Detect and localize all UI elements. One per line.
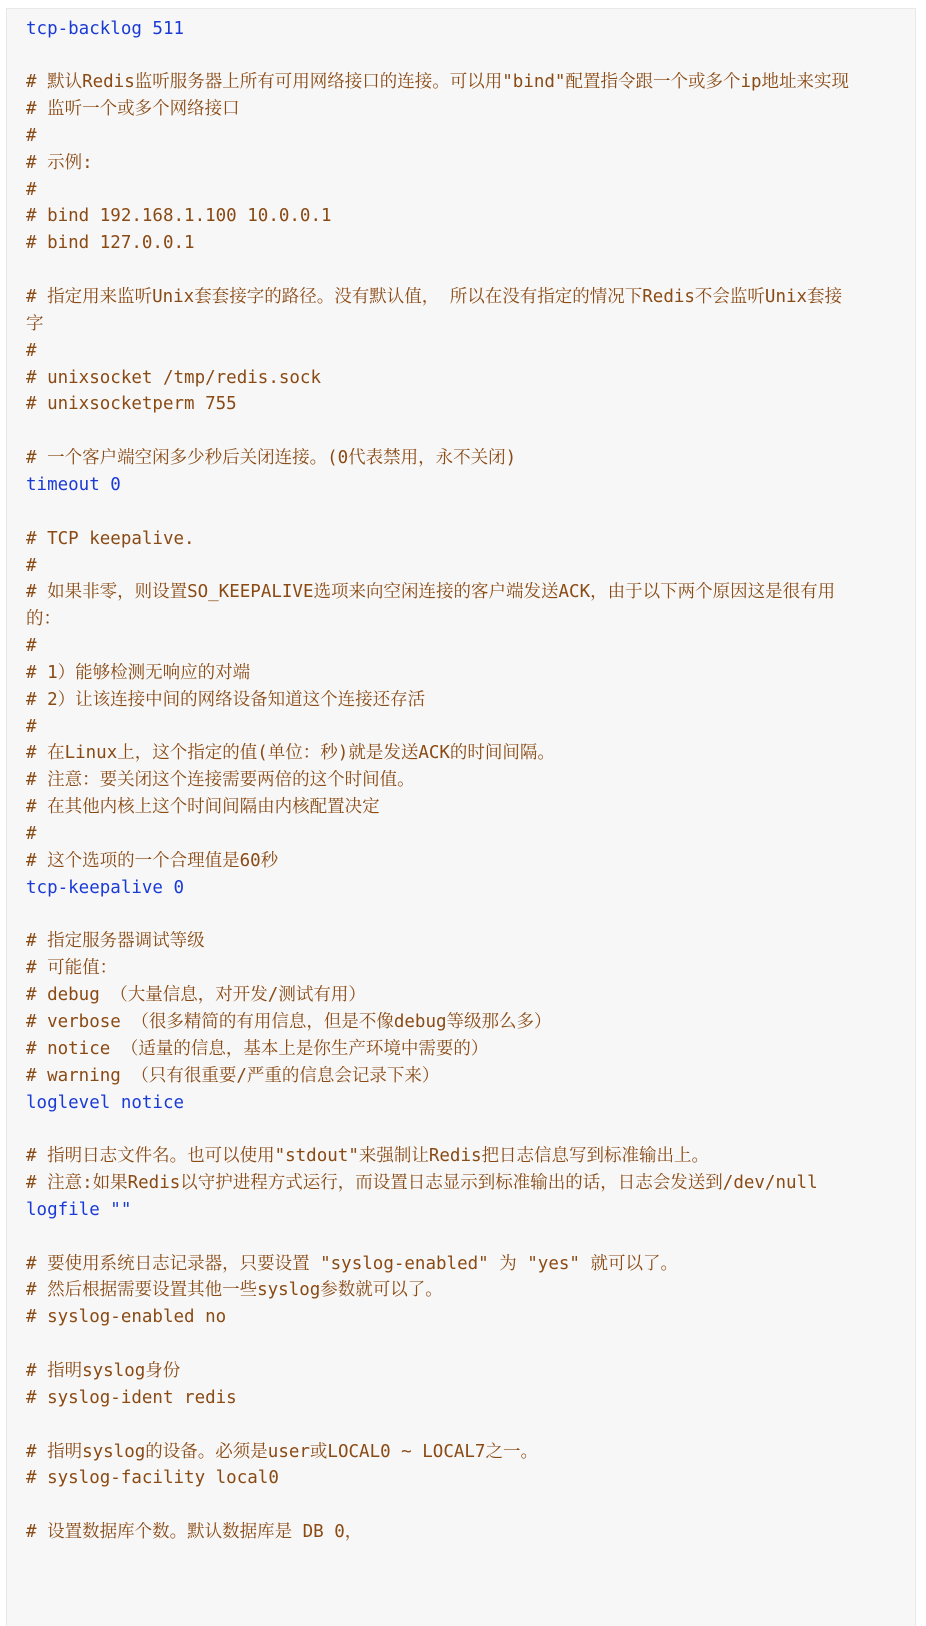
- comment-line: # 2）让该连接中间的网络设备知道这个连接还存活: [26, 689, 426, 710]
- comment-line: # bind 127.0.0.1: [26, 233, 195, 254]
- code-block: [6, 8, 916, 1626]
- comment-line: # 可能值：: [26, 958, 118, 979]
- comment-line: # 在Linux上，这个指定的值(单位：秒)就是发送ACK的时间间隔。: [26, 743, 555, 764]
- comment-line: # 要使用系统日志记录器，只要设置 "syslog-enabled" 为 "yes" 就可以了。: [26, 1253, 678, 1274]
- comment-line: # debug （大量信息，对开发/测试有用）: [26, 985, 366, 1006]
- comment-line: # 监听一个或多个网络接口: [26, 99, 240, 120]
- comment-line: # unixsocket /tmp/redis.sock: [26, 367, 322, 388]
- blank-line: [26, 902, 906, 930]
- comment-line: # 设置数据库个数。默认数据库是 DB 0，: [26, 1522, 363, 1543]
- comment-line: #: [26, 716, 37, 737]
- blank-line: [26, 1492, 906, 1520]
- comment-line: # 一个客户端空闲多少秒后关闭连接。(0代表禁用，永不关闭): [26, 448, 517, 469]
- blank-line: [26, 42, 906, 70]
- comment-line: #: [26, 636, 37, 657]
- blank-line: [26, 257, 906, 285]
- comment-line: # 在其他内核上这个时间间隔由内核配置决定: [26, 797, 380, 818]
- config-directive-line: tcp-backlog 511: [26, 18, 185, 39]
- comment-line: # 如果非零，则设置SO_KEEPALIVE选项来向空闲连接的客户端发送ACK，由于以下两个原因这是很有用: [26, 582, 836, 603]
- comment-line: # 指明syslog身份: [26, 1361, 181, 1381]
- comment-line: # 指定用来监听Unix套套接字的路径。没有默认值， 所以在没有指定的情况下Redis不会监听Unix套接: [26, 287, 843, 307]
- comment-line: #: [26, 824, 37, 844]
- config-directive-line: logfile "": [26, 1199, 132, 1220]
- config-directive-line: tcp-keepalive 0: [26, 877, 185, 898]
- comment-line: # 默认Redis监听服务器上所有可用网络接口的连接。可以用"bind"配置指令跟一个或多个ip地址来实现: [26, 72, 850, 93]
- comment-line: #: [26, 340, 37, 361]
- comment-line: # notice （适量的信息，基本上是你生产环境中需要的）: [26, 1038, 489, 1059]
- comment-line: # syslog-ident redis: [26, 1387, 237, 1408]
- comment-line: #: [26, 555, 37, 576]
- comment-line: # warning （只有很重要/严重的信息会记录下来）: [26, 1065, 440, 1086]
- comment-line: 字: [26, 313, 44, 334]
- comment-line: # syslog-enabled no: [26, 1307, 227, 1328]
- comment-line: # 这个选项的一个合理值是60秒: [26, 850, 279, 871]
- comment-line: # bind 192.168.1.100 10.0.0.1: [26, 206, 332, 227]
- blank-line: [26, 1224, 906, 1252]
- config-directive-line: timeout 0: [26, 474, 121, 495]
- blank-line: [26, 1331, 906, 1359]
- comment-line: 的：: [26, 609, 61, 630]
- blank-line: [26, 499, 906, 527]
- comment-line: # 然后根据需要设置其他一些syslog参数就可以了。: [26, 1280, 443, 1301]
- comment-line: # unixsocketperm 755: [26, 394, 237, 415]
- config-directive-line: loglevel notice: [26, 1092, 185, 1113]
- blank-line: [26, 418, 906, 446]
- comment-line: # 注意:如果Redis以守护进程方式运行，而设置日志显示到标准输出的话，日志会发送到/dev/null: [26, 1173, 818, 1194]
- blank-line: [26, 1412, 906, 1440]
- comment-line: # 示例:: [26, 152, 93, 173]
- comment-line: # 指明syslog的设备。必须是user或LOCAL0 ~ LOCAL7之一。: [26, 1441, 538, 1462]
- comment-line: #: [26, 125, 37, 146]
- comment-line: # syslog-facility local0: [26, 1468, 279, 1489]
- blank-line: [26, 1116, 906, 1144]
- comment-line: # verbose （很多精简的有用信息，但是不像debug等级那么多）: [26, 1011, 552, 1032]
- comment-line: # 指定服务器调试等级: [26, 931, 205, 952]
- comment-line: # 1）能够检测无响应的对端: [26, 662, 251, 683]
- comment-line: # 注意：要关闭这个连接需要两倍的这个时间值。: [26, 770, 415, 791]
- comment-line: # 指明日志文件名。也可以使用"stdout"来强制让Redis把日志信息写到标准输出上。: [26, 1146, 710, 1167]
- comment-line: #: [26, 179, 37, 200]
- comment-line: # TCP keepalive.: [26, 528, 195, 549]
